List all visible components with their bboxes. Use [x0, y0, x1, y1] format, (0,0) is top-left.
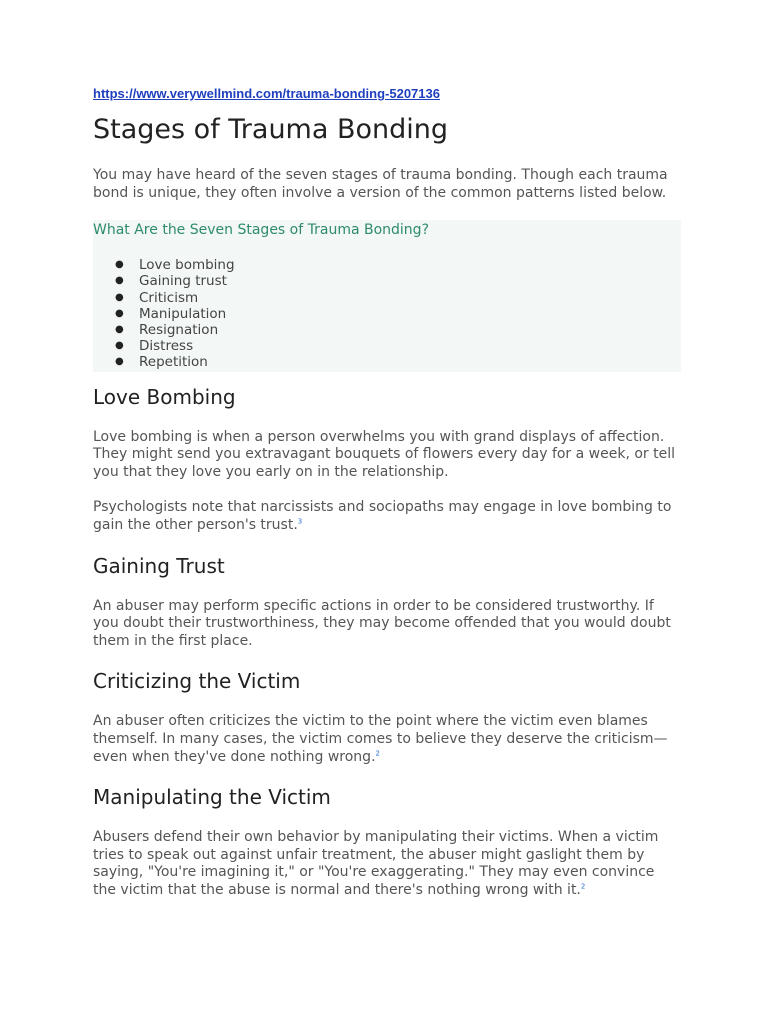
toc-item[interactable]: ● Love bombing — [115, 257, 235, 274]
section-heading-gaining-trust: Gaining Trust — [93, 553, 225, 578]
section-heading-criticizing-the-victim: Criticizing the Victim — [93, 669, 301, 694]
toc-title[interactable]: What Are the Seven Stages of Trauma Bonding? — [93, 222, 429, 239]
toc-item[interactable]: ● Criticism — [115, 289, 199, 306]
bullet-icon: ● — [115, 275, 124, 287]
section-heading-love-bombing: Love Bombing — [93, 384, 236, 409]
bullet-icon: ● — [115, 324, 124, 335]
toc-item[interactable]: ● Resignation — [115, 322, 219, 338]
toc-item[interactable]: ● Gaining trust — [115, 273, 227, 290]
toc-list — [93, 257, 681, 370]
bullet-icon: ● — [115, 307, 124, 319]
section-paragraph: Abusers defend their own behavior by manipulating their victims. When a victim tries to speak out against unfair treatment, the abuser might gaslight them by saying, "You're imagining it," or "You're exaggerating." They may even convince the victim that the abuse is normal and there's nothing wrong with it.$^2$ — [93, 829, 659, 898]
bullet-icon: ● — [115, 259, 124, 271]
bullet-icon: ● — [115, 356, 124, 368]
toc-item[interactable]: ● Manipulation — [115, 305, 227, 322]
section-paragraph: Love bombing is when a person overwhelms you with grand displays of affection. They might send you extravagant bouquets of flowers every day for a week, or tell you that they love you early on in the relationship. — [93, 428, 676, 480]
section-paragraph: Psychologists note that narcissists and sociopaths may engage in love bombing to gain the other person's trust.$^3$ — [93, 499, 672, 533]
bullet-icon: ● — [115, 340, 124, 352]
section-heading-manipulating-the-victim: Manipulating the Victim — [93, 785, 331, 810]
section-paragraph: An abuser often criticizes the victim to the point where the victim even blames themself. In many cases, the victim comes to believe they deserve the criticism—even when they've done nothing wrong.$^2$ — [93, 713, 668, 765]
document-page — [93, 86, 678, 918]
page-title: Stages of Trauma Bonding — [93, 114, 449, 145]
bullet-icon: ● — [115, 291, 124, 303]
citation-ref[interactable]: 3 — [297, 517, 303, 526]
intro-paragraph: You may have heard of the seven stages of trauma bonding. Though each trauma bond is unique, they often involve a version of the common patterns listed below. — [93, 167, 668, 201]
source-link[interactable]: https://www.verywellmind.com/trauma-bonding-5207136 — [93, 86, 440, 101]
toc-item[interactable]: ● Distress — [115, 338, 194, 355]
citation-ref[interactable]: 2 — [375, 748, 380, 757]
table-of-contents — [93, 220, 681, 371]
citation-ref[interactable]: 2 — [580, 882, 586, 891]
section-paragraph: An abuser may perform specific actions in order to be considered trustworthy. If you doubt their trustworthiness, they may become offended that you would doubt them in the first place. — [93, 597, 671, 649]
toc-item[interactable]: ● Repetition — [115, 354, 208, 371]
